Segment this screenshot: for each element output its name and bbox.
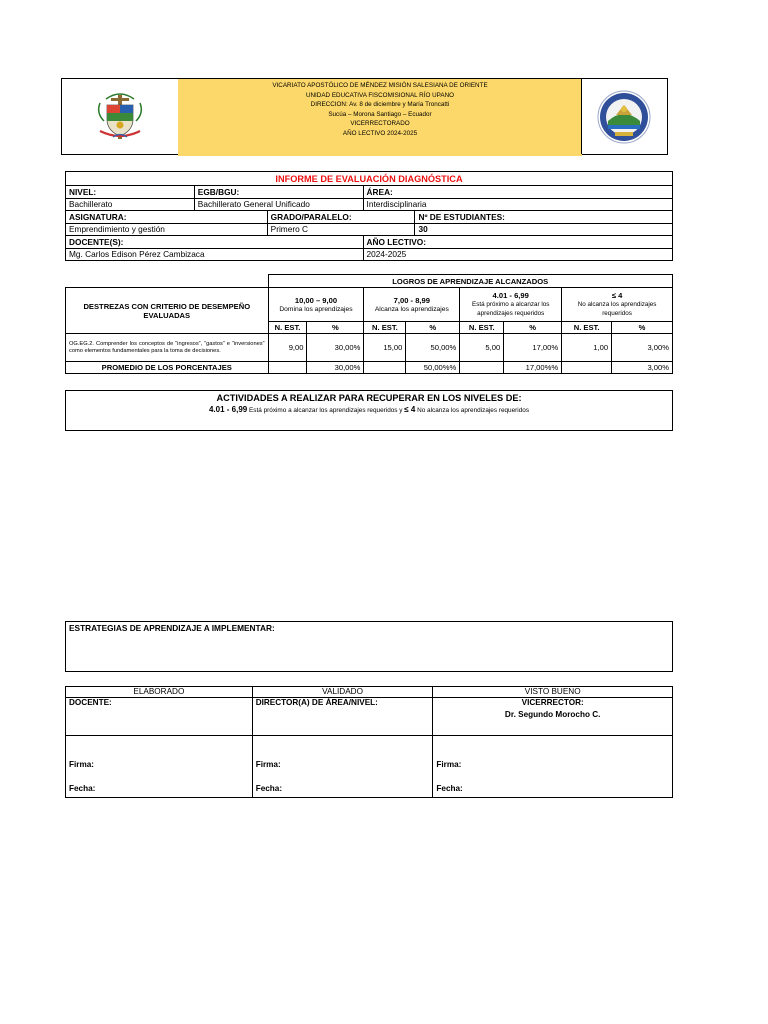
header-visto-bueno: VISTO BUENO bbox=[433, 687, 673, 698]
cell-value: 9,00 bbox=[268, 334, 307, 362]
nivel-value: Bachillerato bbox=[66, 198, 195, 211]
fecha-label: Fecha: bbox=[69, 784, 96, 793]
logros-table bbox=[65, 274, 673, 374]
range-1: 4.01 - 6,99 bbox=[208, 405, 248, 414]
range-2-desc: No alcanza los aprendizajes requeridos bbox=[417, 407, 530, 414]
col-nest: N. EST. bbox=[562, 322, 612, 334]
level-range: 4.01 - 6,99 bbox=[492, 291, 529, 300]
level-desc: Está próximo a alcanzar los aprendizajes requeridos bbox=[472, 301, 550, 317]
report-title: INFORME DE EVALUACIÓN DIAGNÓSTICA bbox=[66, 172, 673, 186]
firmas-table bbox=[65, 686, 673, 798]
header-line: DIRECCION: Av. 8 de diciembre y María Troncatti bbox=[310, 101, 450, 109]
col-pct: % bbox=[504, 322, 562, 334]
grado-label: GRADO/PARALELO: bbox=[267, 211, 415, 224]
asignatura-label: ASIGNATURA: bbox=[66, 211, 268, 224]
cell-value bbox=[268, 362, 307, 374]
promedio-label: PROMEDIO DE LOS PORCENTAJES bbox=[66, 362, 269, 374]
cell-value bbox=[562, 362, 612, 374]
cell-value: 30,00% bbox=[307, 334, 364, 362]
fecha-label: Fecha: bbox=[436, 784, 463, 793]
cell-value: 50,00% bbox=[406, 334, 460, 362]
actividades-box bbox=[65, 390, 673, 431]
logros-super-header: LOGROS DE APRENDIZAJE ALCANZADOS bbox=[268, 275, 672, 288]
actividades-levels bbox=[66, 405, 672, 414]
egb-label: EGB/BGU: bbox=[194, 186, 363, 199]
level-desc: Alcanza los aprendizajes bbox=[374, 305, 449, 313]
col-nest: N. EST. bbox=[364, 322, 406, 334]
cell-value: 3,00% bbox=[612, 362, 673, 374]
col-pct: % bbox=[612, 322, 673, 334]
anio-label: AÑO LECTIVO: bbox=[363, 236, 672, 249]
anio-value: 2024-2025 bbox=[363, 248, 672, 261]
cell-value: 17,00% bbox=[504, 334, 562, 362]
vicariate-coat-of-arms-icon bbox=[62, 79, 178, 156]
level-header bbox=[460, 288, 562, 322]
col-pct: % bbox=[307, 322, 364, 334]
range-1-desc: Está próximo a alcanzar los aprendizajes requeridos y bbox=[249, 407, 403, 414]
cell-value: 5,00 bbox=[460, 334, 504, 362]
firma-label: Firma: bbox=[69, 760, 95, 769]
info-table bbox=[65, 171, 673, 261]
left-logo-cell bbox=[62, 79, 179, 154]
header-line: AÑO LECTIVO 2024-2025 bbox=[342, 129, 418, 137]
num-students-label: Nº DE ESTUDIANTES: bbox=[415, 211, 673, 224]
level-header bbox=[268, 288, 364, 322]
level-desc: Domina los aprendizajes bbox=[279, 305, 353, 313]
cell-value: 3,00% bbox=[612, 334, 673, 362]
egb-value: Bachillerato General Unificado bbox=[194, 198, 363, 211]
promedio-row bbox=[66, 362, 673, 374]
level-desc: No alcanza los aprendizajes requeridos bbox=[577, 301, 657, 317]
level-header bbox=[562, 288, 673, 322]
num-students-value: 30 bbox=[415, 223, 673, 236]
cell-value: 30,00% bbox=[307, 362, 364, 374]
docente-role: DOCENTE: bbox=[66, 698, 253, 736]
level-header bbox=[364, 288, 460, 322]
header-validado: VALIDADO bbox=[252, 687, 433, 698]
header-line: VICARIATO APOSTÓLICO DE MÉNDEZ MISIÓN SALESIANA DE ORIENTE bbox=[272, 82, 488, 89]
col-nest: N. EST. bbox=[460, 322, 504, 334]
destrezas-header: DESTREZAS CON CRITERIO DE DESEMPEÑO EVALUADAS bbox=[66, 288, 269, 334]
header-line: VICERRECTORADO bbox=[350, 120, 410, 128]
col-pct: % bbox=[406, 322, 460, 334]
range-2: ≤ 4 bbox=[404, 405, 416, 414]
signature-cell bbox=[433, 736, 673, 798]
right-logo-cell bbox=[581, 79, 667, 154]
docente-label: DOCENTE(S): bbox=[66, 236, 364, 249]
nivel-label: NIVEL: bbox=[66, 186, 195, 199]
firma-label: Firma: bbox=[436, 760, 462, 769]
asignatura-value: Emprendimiento y gestión bbox=[66, 223, 268, 236]
level-range: 10,00 – 9,00 bbox=[294, 295, 338, 305]
cell-value bbox=[364, 362, 406, 374]
school-seal-icon bbox=[582, 79, 667, 156]
document-header bbox=[61, 78, 668, 155]
level-range: ≤ 4 bbox=[611, 291, 623, 300]
area-label: ÁREA: bbox=[363, 186, 672, 199]
cell-value: 15,00 bbox=[364, 334, 406, 362]
cell-value: 1,00 bbox=[562, 334, 612, 362]
signature-cell bbox=[66, 736, 253, 798]
level-range: 7,00 - 8,99 bbox=[393, 295, 430, 305]
signature-cell bbox=[252, 736, 433, 798]
header-elaborado: ELABORADO bbox=[66, 687, 253, 698]
header-line: Sucúa – Morona Santiago – Ecuador bbox=[328, 110, 432, 118]
cell-value bbox=[460, 362, 504, 374]
actividades-title: ACTIVIDADES A REALIZAR PARA RECUPERAR EN LOS NIVELES DE: bbox=[216, 393, 522, 403]
header-line: UNIDAD EDUCATIVA FISCOMISIONAL RÍO UPANO bbox=[305, 91, 455, 99]
vicerrector-role bbox=[433, 698, 673, 736]
grado-value: Primero C bbox=[267, 223, 415, 236]
area-value: Interdisciplinaria bbox=[363, 198, 672, 211]
table-row bbox=[66, 334, 673, 362]
director-role: DIRECTOR(A) DE ÁREA/NIVEL: bbox=[252, 698, 433, 736]
estrategias-box bbox=[65, 621, 673, 672]
cell-value: 50,00%% bbox=[406, 362, 460, 374]
destreza-text: OG.EG.2. Comprender los conceptos de “ingresos”, “gastos” e “inversiones” como elementos fundamentales para la toma de decisiones. bbox=[66, 334, 269, 362]
estrategias-label: ESTRATEGIAS DE APRENDIZAJE A IMPLEMENTAR: bbox=[69, 623, 275, 633]
fecha-label: Fecha: bbox=[255, 784, 283, 793]
firma-label: Firma: bbox=[255, 760, 281, 769]
vicerrector-label: VICERRECTOR: bbox=[521, 698, 584, 707]
header-text-block bbox=[178, 79, 582, 156]
docente-value: Mg. Carlos Edison Pérez Cambizaca bbox=[66, 248, 364, 261]
vicerrector-name: Dr. Segundo Morocho C. bbox=[504, 710, 601, 719]
col-nest: N. EST. bbox=[268, 322, 307, 334]
cell-value: 17,00%% bbox=[504, 362, 562, 374]
